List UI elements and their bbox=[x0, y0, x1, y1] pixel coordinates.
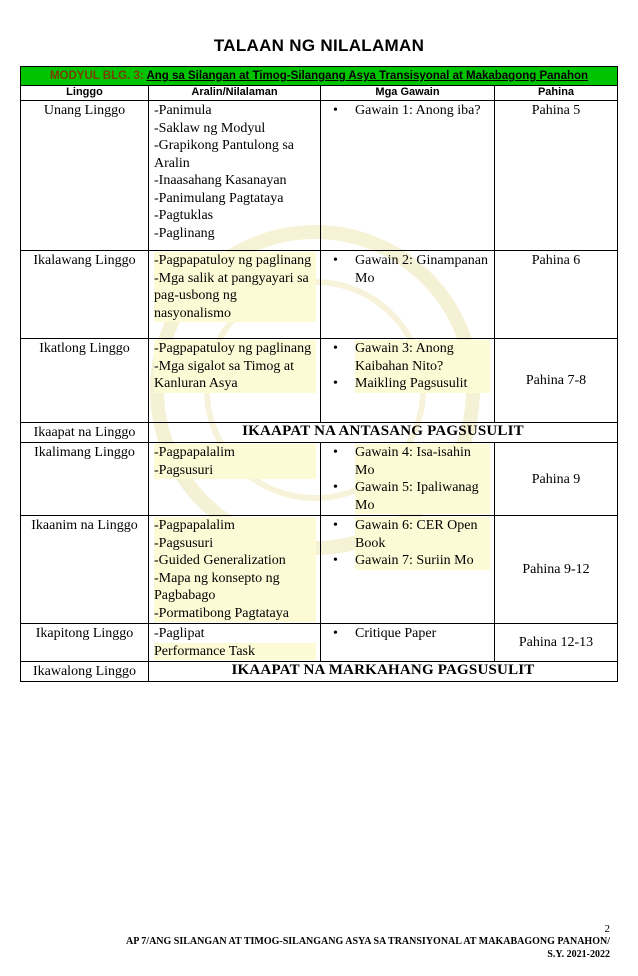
lesson-item: -Pagpapatuloy ng paglinang bbox=[154, 252, 316, 270]
week-cell: Unang Linggo bbox=[21, 101, 149, 251]
activities-cell bbox=[321, 101, 495, 251]
lesson-item: -Mga salik at pangyayari sa pag-usbong ng nasyonalismo bbox=[154, 270, 316, 323]
lesson-item: -Panimula bbox=[154, 103, 212, 118]
page-cell: Pahina 6 bbox=[495, 251, 618, 339]
week-cell: Ikalawang Linggo bbox=[21, 251, 149, 339]
lesson-item: -Pagtuklas bbox=[154, 208, 214, 223]
footer-line-2: S.Y. 2021-2022 bbox=[547, 949, 610, 960]
table-row bbox=[21, 624, 618, 662]
column-header-activities: Mga Gawain bbox=[321, 86, 495, 101]
lesson-cell bbox=[149, 516, 321, 624]
lesson-cell bbox=[149, 624, 321, 662]
lesson-item: -Mga sigalot sa Timog at Kanluran Asya bbox=[154, 358, 316, 393]
lesson-item: -Grapikong Pantulong sa Aralin bbox=[154, 138, 294, 171]
lesson-item: -Paglipat bbox=[154, 626, 205, 641]
module-number: MODYUL BLG. 3: bbox=[49, 70, 144, 82]
activities-cell bbox=[321, 251, 495, 339]
activity-list bbox=[323, 444, 490, 514]
lesson-cell bbox=[149, 339, 321, 423]
activity-item: • Gawain 6: CER Open Book bbox=[355, 517, 490, 552]
column-header-page: Pahina bbox=[495, 86, 618, 101]
activity-item: • Gawain 1: Anong iba? bbox=[355, 102, 490, 120]
page-cell: Pahina 9-12 bbox=[495, 516, 618, 624]
activities-cell bbox=[321, 624, 495, 662]
page-cell: Pahina 12-13 bbox=[495, 624, 618, 662]
lesson-cell bbox=[149, 101, 321, 251]
week-cell: Ikalimang Linggo bbox=[21, 443, 149, 516]
lesson-item: -Pagpapalalim bbox=[154, 444, 316, 462]
module-title: Ang sa Silangan at Timog-Silangang Asya Transisyonal at Makabagong Panahon bbox=[146, 70, 589, 82]
activity-item: • Gawain 2: Ginampanan Mo bbox=[355, 252, 490, 287]
page-cell: Pahina 9 bbox=[495, 443, 618, 516]
lesson-item: -Saklaw ng Modyul bbox=[154, 120, 266, 136]
week-cell: Ikaanim na Linggo bbox=[21, 516, 149, 624]
lesson-item: -Pagsusuri bbox=[154, 462, 316, 480]
lesson-item: -Paglinang bbox=[154, 225, 215, 241]
exam-cell: IKAAPAT NA MARKAHANG PAGSUSULIT bbox=[149, 662, 618, 682]
column-header-row bbox=[21, 86, 618, 101]
column-header-week: Linggo bbox=[21, 86, 149, 101]
table-row bbox=[21, 443, 618, 516]
lesson-item: -Pagpapatuloy ng paglinang bbox=[154, 340, 316, 358]
table-row bbox=[21, 423, 618, 443]
table-row bbox=[21, 101, 618, 251]
table-row bbox=[21, 516, 618, 624]
activity-list bbox=[323, 517, 490, 570]
week-cell: Ikatlong Linggo bbox=[21, 339, 149, 423]
footer-line-1: AP 7/ANG SILANGAN AT TIMOG-SILANGANG ASYA SA TRANSIYONAL AT MAKABAGONG PANAHON/ bbox=[126, 936, 610, 947]
lesson-item: -Panimulang Pagtataya bbox=[154, 190, 284, 206]
lesson-item: -Mapa ng konsepto ng Pagbabago bbox=[154, 570, 316, 605]
page-title: TALAAN NG NILALAMAN bbox=[213, 36, 425, 55]
activity-list bbox=[323, 102, 490, 120]
page-cell: Pahina 7-8 bbox=[495, 339, 618, 423]
activity-item: • Gawain 4: Isa-isahin Mo bbox=[355, 444, 490, 479]
lesson-item: -Pagsusuri bbox=[154, 535, 316, 553]
exam-cell: IKAAPAT NA ANTASANG PAGSUSULIT bbox=[149, 423, 618, 443]
table-row bbox=[21, 251, 618, 339]
lesson-cell bbox=[149, 443, 321, 516]
table-of-contents bbox=[20, 66, 618, 682]
activity-item: • Gawain 3: Anong Kaibahan Nito? bbox=[355, 340, 490, 375]
activity-list bbox=[323, 252, 490, 287]
lesson-item: -Pagpapalalim bbox=[154, 517, 316, 535]
activities-cell bbox=[321, 443, 495, 516]
lesson-item: -Pormatibong Pagtataya bbox=[154, 605, 316, 623]
activity-list bbox=[323, 340, 490, 393]
lesson-item: -Inaasahang Kasanayan bbox=[154, 173, 287, 188]
table-rows bbox=[21, 101, 618, 682]
activities-cell bbox=[321, 516, 495, 624]
week-cell: Ikaapat na Linggo bbox=[21, 423, 149, 443]
table-row bbox=[21, 339, 618, 423]
lesson-cell bbox=[149, 251, 321, 339]
activity-item: • Gawain 7: Suriin Mo bbox=[355, 552, 490, 570]
week-cell: Ikapitong Linggo bbox=[21, 624, 149, 662]
activity-item: • Maikling Pagsusulit bbox=[355, 375, 490, 393]
page-footer bbox=[50, 935, 610, 961]
activity-list bbox=[323, 625, 490, 643]
module-header-row bbox=[21, 67, 618, 86]
page-number: 2 bbox=[604, 923, 610, 935]
column-header-lesson: Aralin/Nilalaman bbox=[149, 86, 321, 101]
activities-cell bbox=[321, 339, 495, 423]
lesson-item: Performance Task bbox=[154, 643, 316, 661]
activity-item: • Gawain 5: Ipaliwanag Mo bbox=[355, 479, 490, 514]
week-cell: Ikawalong Linggo bbox=[21, 662, 149, 682]
lesson-item: -Guided Generalization bbox=[154, 552, 316, 570]
activity-item: • Critique Paper bbox=[355, 625, 490, 643]
page-cell: Pahina 5 bbox=[495, 101, 618, 251]
module-title-cell bbox=[21, 67, 618, 86]
table-row bbox=[21, 662, 618, 682]
